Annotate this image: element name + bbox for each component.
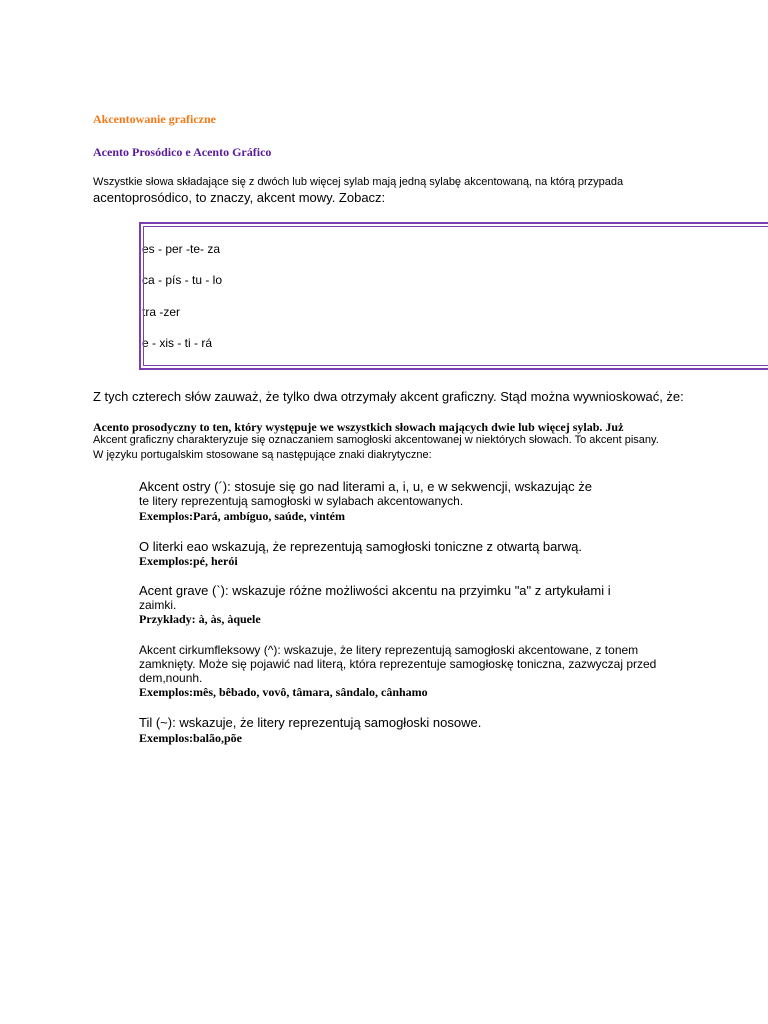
circumflex-line-1: Akcent cirkumfleksowy (^): wskazuje, że litery reprezentują samogłoski akcentowane, z tonem (139, 643, 639, 657)
tilde-examples: Exemplos:balão,põe (139, 731, 243, 745)
grave-line-1: Acent grave (`): wskazuje różne możliwości akcentu na przyimku "a" z artykułami i (139, 583, 611, 598)
syllable-box (139, 222, 768, 370)
circumflex-line-3: dem,nounh. (139, 671, 203, 685)
acute-examples: Exemplos:Pará, ambíguo, saúde, vintém (139, 509, 346, 523)
circumflex-line-2: zamknięty. Może się pojawić nad literą, która reprezentuje samogłoskę toniczna, zazwyczaj przed (139, 657, 657, 671)
grave-line-2: zaimki. (139, 598, 177, 612)
syllable-word-4: e - xis - ti - rá (142, 336, 213, 350)
intro-line-1: Wszystkie słowa składające się z dwóch lub więcej sylab mają jedną sylabę akcentowaną, na którą przypada (93, 176, 624, 188)
page-heading: Akcentowanie graficzne (93, 112, 216, 126)
open-line-1: O literki eao wskazują, że reprezentują samogłoski toniczne z otwartą barwą. (139, 539, 582, 554)
syllable-word-3: tra -zer (142, 305, 181, 319)
syllable-word-1: es - per -te- za (142, 242, 221, 256)
definition-line-3: W języku portugalskim stosowane są następujące znaki diakrytyczne: (93, 449, 432, 461)
open-examples: Exemplos:pé, herói (139, 554, 238, 568)
syllable-word-2: ca - pís - tu - lo (142, 273, 223, 287)
grave-examples: Przykłady: à, às, àquele (139, 612, 261, 626)
circumflex-examples: Exemplos:mês, bêbado, vovô, tâmara, sândalo, cânhamo (139, 685, 428, 699)
intro-line-2: acentoprosódico, to znaczy, akcent mowy. Zobacz: (93, 190, 386, 205)
acute-line-2: te litery reprezentują samogłoski w sylabach akcentowanych. (139, 494, 464, 508)
acute-line-1: Akcent ostry (´): stosuje się go nad literami a, i, u, e w sekwencji, wskazując że (139, 479, 593, 494)
section-heading: Acento Prosódico e Acento Gráfico (93, 145, 272, 159)
definition-line-2: Akcent graficzny charakteryzuje się oznaczaniem samogłoski akcentowanej w niektórych słowach. To akcent pisany. (93, 434, 659, 446)
tilde-line-1: Til (~): wskazuje, że litery reprezentują samogłoski nosowe. (139, 715, 482, 730)
definition-bold: Acento prosodyczny to ten, który występuje we wszystkich słowach mających dwie lub więcej sylab. Już (93, 420, 624, 434)
observation-text: Z tych czterech słów zauważ, że tylko dwa otrzymały akcent graficzny. Stąd można wywnioskować, że: (93, 389, 684, 404)
